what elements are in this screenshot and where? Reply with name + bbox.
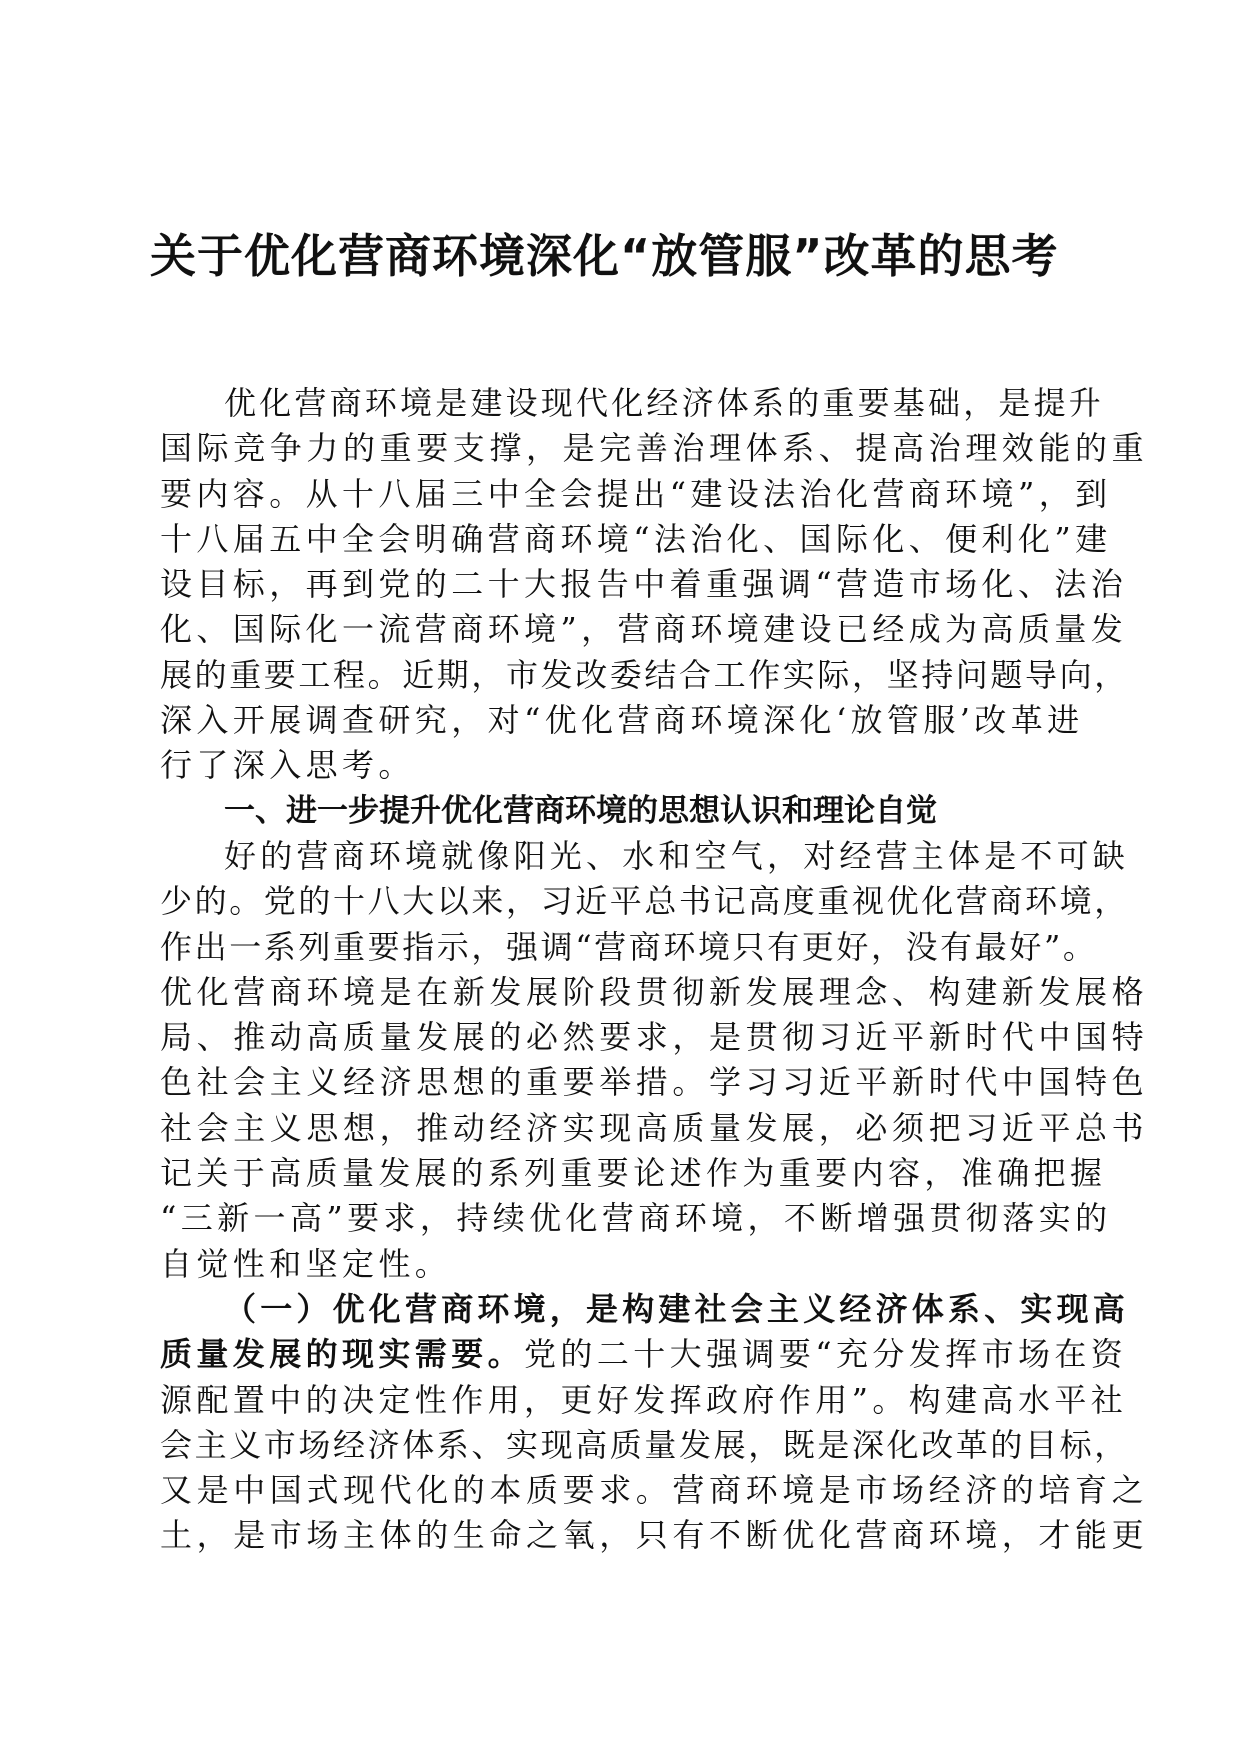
section-line: 少的。党的十八大以来，习近平总书记高度重视优化营商环境， xyxy=(160,882,1129,921)
subsection-line xyxy=(160,1332,1128,1377)
intro-line: 要内容。从十八届三中全会提出“建设法治化营商环境”，到 xyxy=(160,474,1112,513)
subsection-heading-line xyxy=(160,1287,1130,1332)
subsection-line: 源配置中的决定性作用，更好发挥政府作用”。构建高水平社 xyxy=(160,1380,1128,1419)
section-line: 局、推动高质量发展的必然要求，是贯彻习近平新时代中国特 xyxy=(160,1018,1149,1057)
document-body xyxy=(160,381,1149,1559)
section-line: 记关于高质量发展的系列重要论述作为重要内容，准确把握 xyxy=(160,1154,1107,1193)
intro-line: 深入开展调查研究，对“优化营商环境深化‘放管服’改革进 xyxy=(160,701,1084,740)
document-title: 关于优化营商环境深化“放管服”改革的思考 xyxy=(150,229,1059,283)
intro-line: 国际竞争力的重要支撑，是完善治理体系、提高治理效能的重 xyxy=(160,429,1149,468)
section-line: 色社会主义经济思想的重要举措。学习习近平新时代中国特色 xyxy=(160,1063,1149,1102)
subsection-line: 又是中国式现代化的本质要求。营商环境是市场经济的培育之 xyxy=(160,1471,1149,1510)
section-line: 自觉性和坚定性。 xyxy=(160,1244,452,1283)
section-heading: 一、进一步提升优化营商环境的思想认识和理论自觉 xyxy=(224,792,937,829)
intro-line: 设目标，再到党的二十大报告中着重强调“营造市场化、法治 xyxy=(160,565,1128,604)
section-line: 优化营商环境是在新发展阶段贯彻新发展理念、构建新发展格 xyxy=(160,972,1149,1011)
intro-line: 十八届五中全会明确营商环境“法治化、国际化、便利化”建 xyxy=(160,519,1112,558)
intro-line: 行了深入思考。 xyxy=(160,746,415,785)
section-line: 社会主义思想，推动经济实现高质量发展，必须把习近平总书 xyxy=(160,1108,1149,1147)
intro-line: 优化营商环境是建设现代化经济体系的重要基础，是提升 xyxy=(224,384,1105,422)
section-line: 好的营商环境就像阳光、水和空气，对经营主体是不可缺 xyxy=(224,836,1130,875)
subsection-line: 土，是市场主体的生命之氧，只有不断优化营商环境，才能更 xyxy=(160,1516,1149,1555)
subsection-text: 党的二十大强调要“充分发挥市场在资 xyxy=(524,1335,1128,1374)
intro-line: 展的重要工程。近期，市发改委结合工作实际，坚持问题导向， xyxy=(160,655,1129,694)
subsection-line: 会主义市场经济体系、实现高质量发展，既是深化改革的目标， xyxy=(160,1425,1129,1464)
subsection-lead-continuation: 质量发展的现实需要。 xyxy=(160,1335,525,1374)
section-line: 作出一系列重要指示，强调“营商环境只有更好，没有最好”。 xyxy=(160,927,1098,966)
intro-line: 化、国际化一流营商环境”，营商环境建设已经成为高质量发 xyxy=(160,610,1128,649)
section-line: “三新一高”要求，持续优化营商环境，不断增强贯彻落实的 xyxy=(160,1199,1112,1238)
subsection-lead: （一）优化营商环境，是构建社会主义经济体系、实现高 xyxy=(224,1289,1130,1328)
